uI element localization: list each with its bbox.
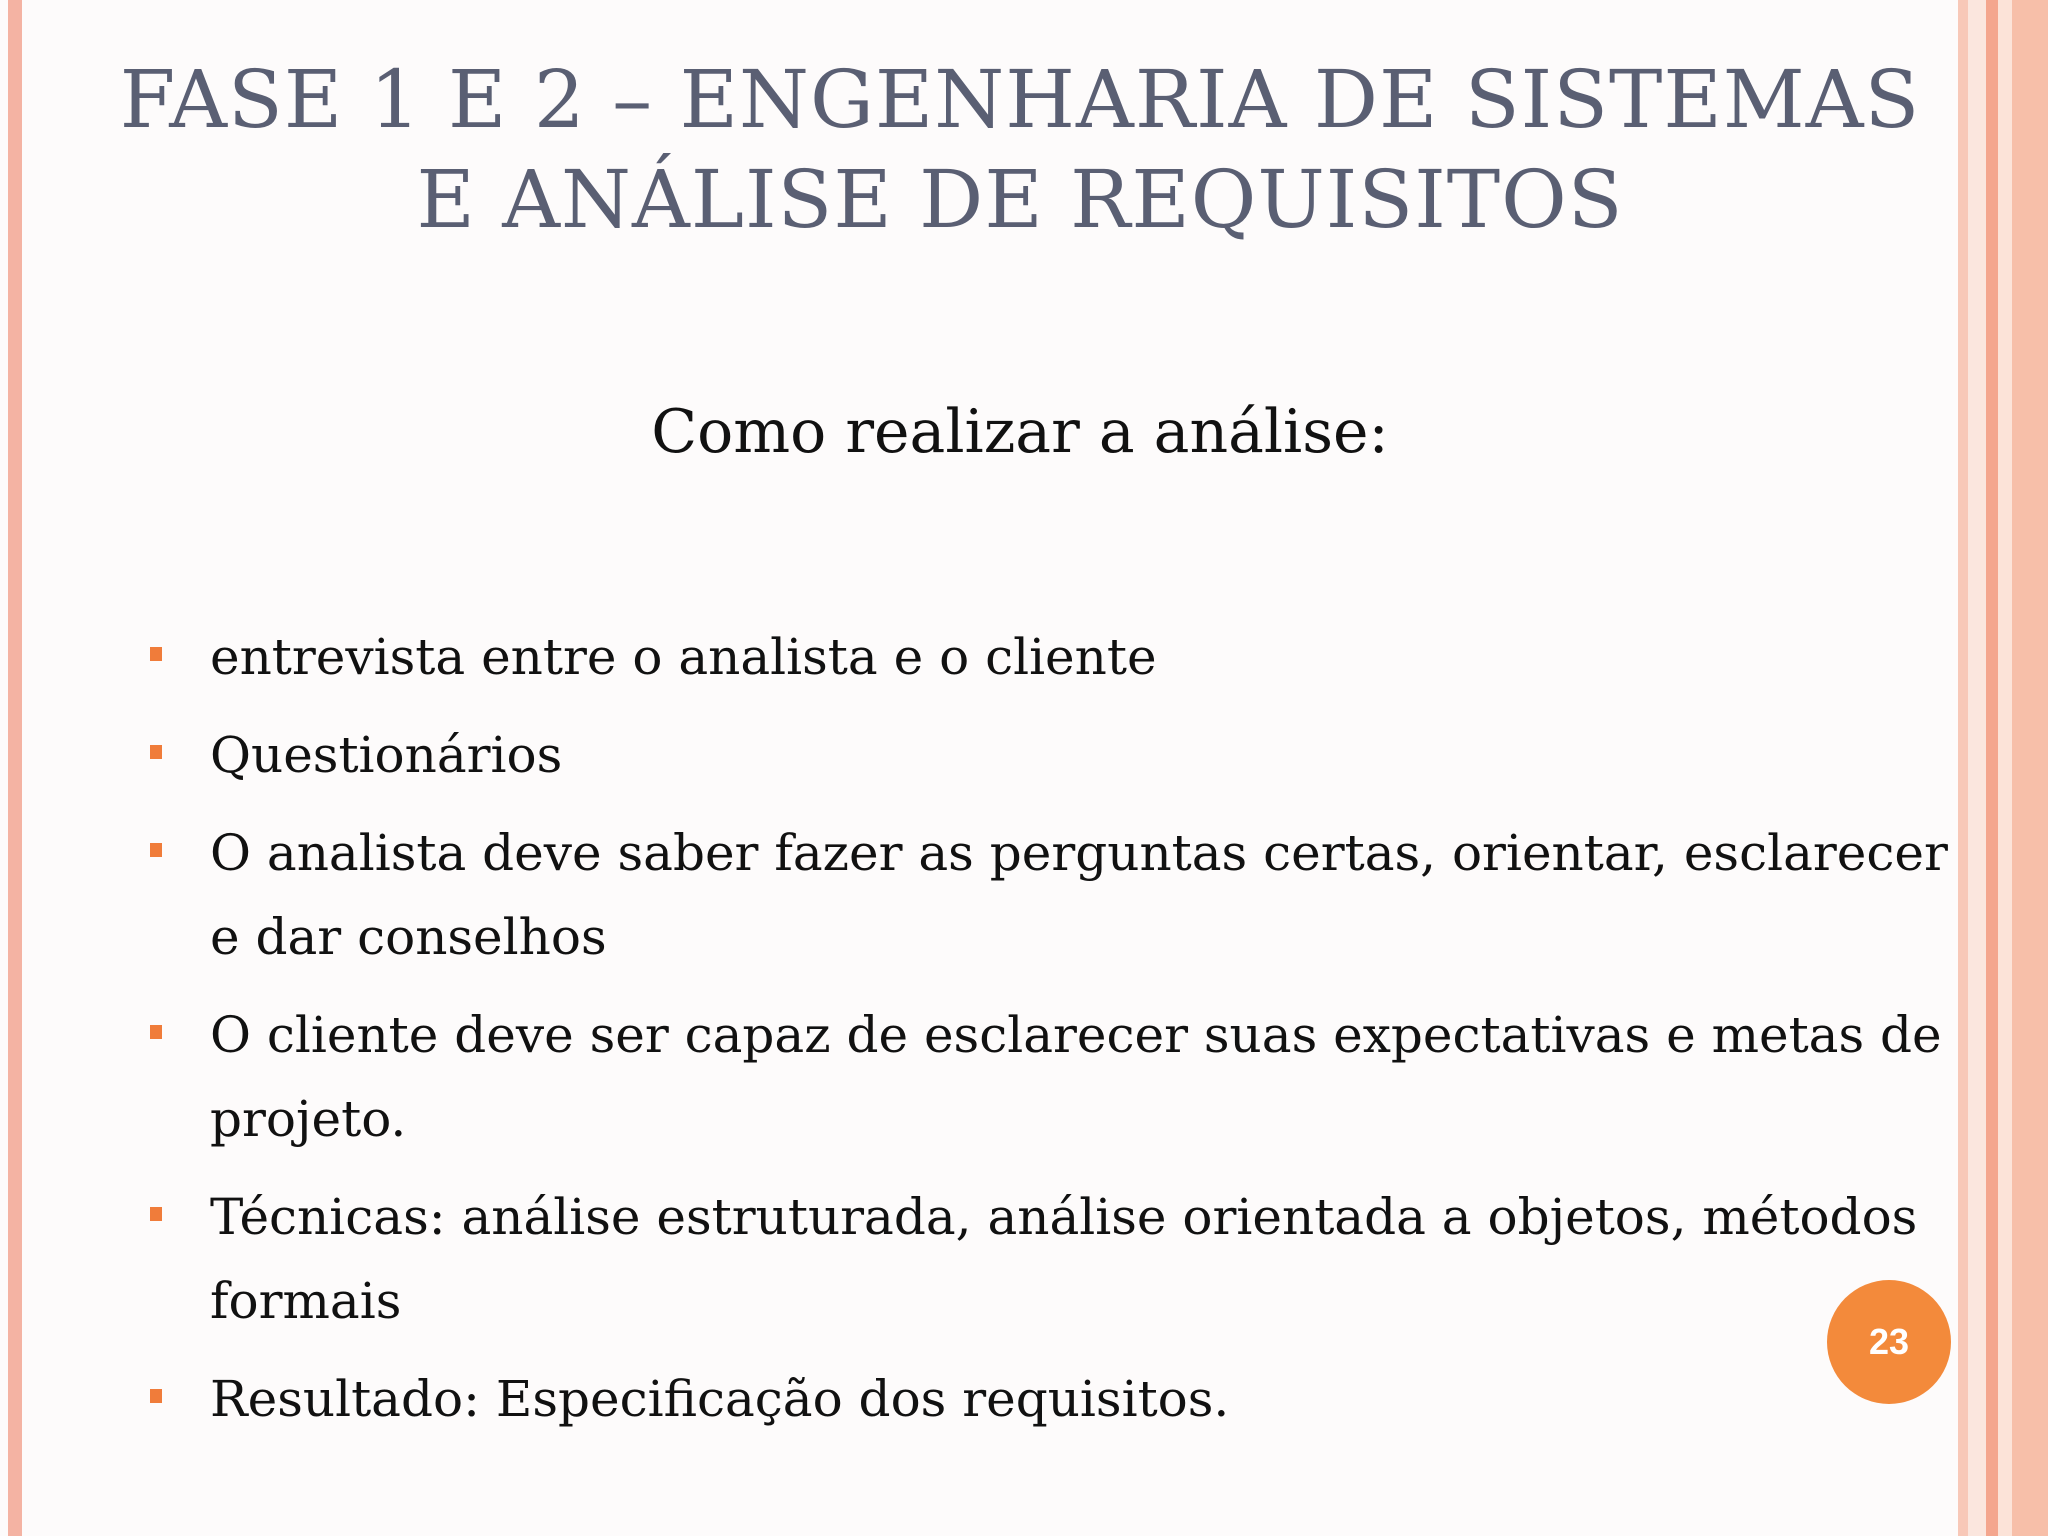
bullet-item [148, 1175, 1958, 1343]
bullet-list [148, 615, 1958, 1455]
bullet-item [148, 993, 1958, 1161]
slide-title-line-1: FASE 1 E 2 – ENGENHARIA DE SISTEMAS [119, 53, 1921, 146]
bullet-text: Questionários [210, 726, 563, 784]
bullet-square-icon [150, 843, 162, 857]
right-border-stripe [1998, 0, 2012, 1536]
bullet-text: Resultado: Especificação dos requisitos. [210, 1370, 1230, 1428]
bullet-square-icon [150, 647, 162, 661]
bullet-item [148, 811, 1958, 979]
slide-title-line-2: E ANÁLISE DE REQUISITOS [416, 153, 1624, 246]
bullet-item [148, 713, 1958, 797]
bullet-square-icon [150, 1389, 162, 1403]
bullet-text: Técnicas: análise estruturada, análise orientada a objetos, métodos formais [210, 1188, 1918, 1330]
page-number-badge: 23 [1827, 1280, 1951, 1404]
slide-title [60, 50, 1980, 250]
bullet-text: O cliente deve ser capaz de esclarecer suas expectativas e metas de projeto. [210, 1006, 1942, 1148]
bullet-item [148, 1357, 1958, 1441]
bullet-square-icon [150, 745, 162, 759]
bullet-item [148, 615, 1958, 699]
bullet-text: entrevista entre o analista e o cliente [210, 628, 1157, 686]
bullet-square-icon [150, 1025, 162, 1039]
bullet-square-icon [150, 1207, 162, 1221]
bullet-text: O analista deve saber fazer as perguntas certas, orientar, esclarecer e dar conselhos [210, 824, 1948, 966]
right-border-stripe [2012, 0, 2048, 1536]
slide-subtitle: Como realizar a análise: [651, 397, 1389, 467]
right-border-stripe [1986, 0, 1998, 1536]
left-border-stripe [8, 0, 22, 1536]
